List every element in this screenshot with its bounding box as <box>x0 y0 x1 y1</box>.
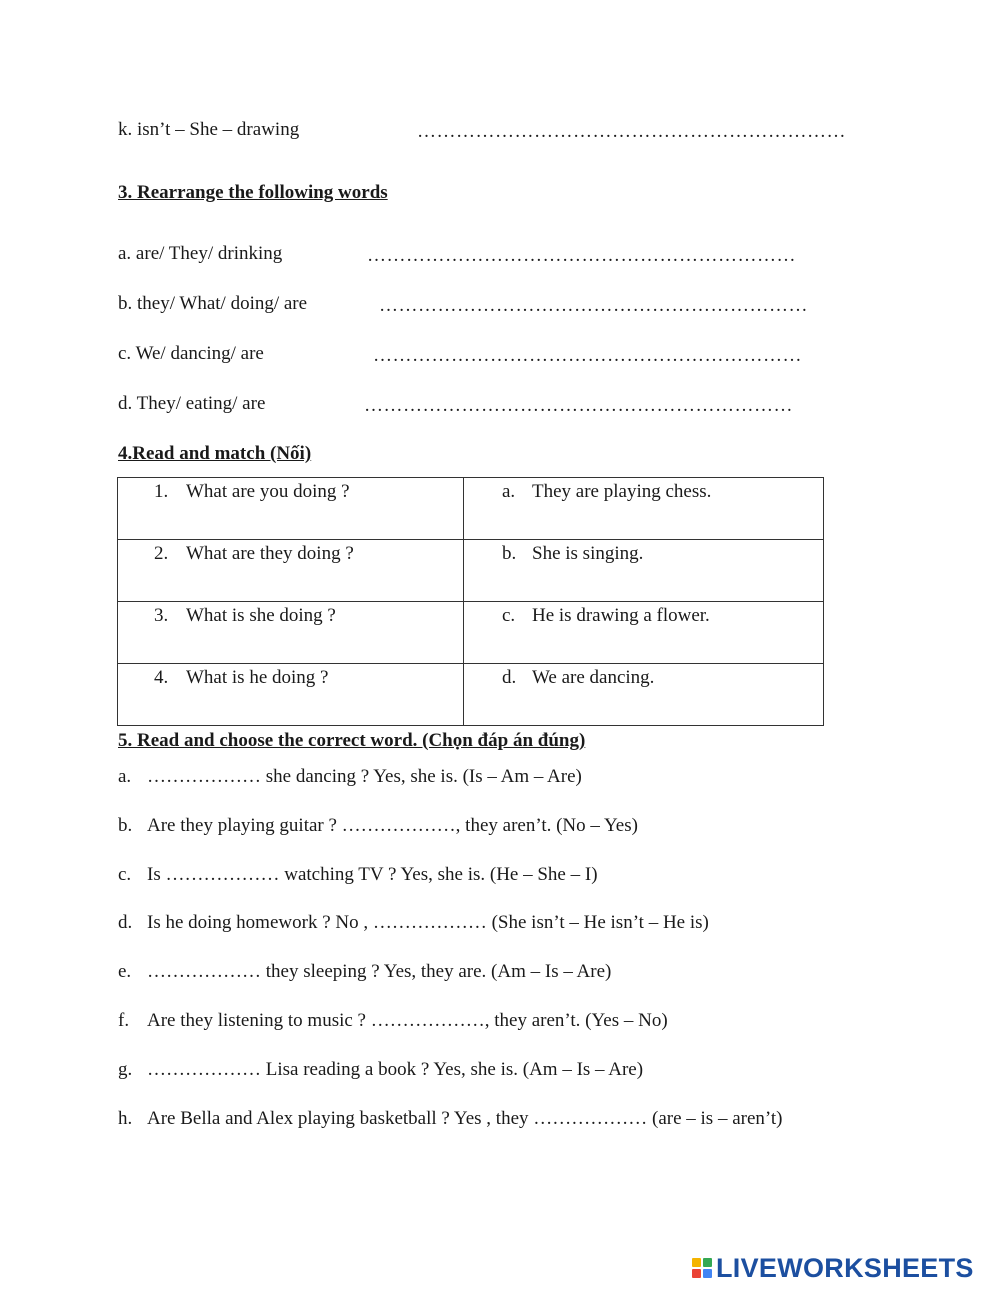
match-row <box>118 540 824 602</box>
item-text: Are they listening to music ? ………………, they aren’t. (Yes – No) <box>147 1010 668 1031</box>
answer-text: He is drawing a flower. <box>532 605 710 626</box>
logo-block <box>703 1269 712 1278</box>
choose-item-b[interactable] <box>118 814 638 838</box>
rearrange-a-blank[interactable]: ………………………………………………………… <box>367 245 796 266</box>
choose-item-f[interactable] <box>118 1009 668 1033</box>
item-label: h. <box>118 1108 133 1129</box>
choose-item-g[interactable] <box>118 1058 643 1082</box>
logo-text: LIVEWORKSHEETS <box>716 1252 974 1283</box>
section3-heading: 3. Rearrange the following words <box>118 182 388 203</box>
question-number: 2. <box>154 543 169 564</box>
item-text: ……………… Lisa reading a book ? Yes, she is. (Am – Is – Are) <box>147 1059 644 1080</box>
answer-letter: c. <box>502 605 516 626</box>
rearrange-c-blank[interactable]: ………………………………………………………… <box>373 345 802 366</box>
question-number: 3. <box>154 605 169 626</box>
liveworksheets-logo <box>692 1253 974 1283</box>
choose-item-d[interactable] <box>118 911 709 935</box>
question-text: What are you doing ? <box>186 481 350 502</box>
item-label: f. <box>118 1010 130 1031</box>
choose-item-a[interactable] <box>118 765 582 789</box>
logo-block <box>692 1258 701 1267</box>
question-cell[interactable] <box>118 540 464 602</box>
answer-text: We are dancing. <box>532 667 655 688</box>
section5-heading: 5. Read and choose the correct word. (Chọn đáp án đúng) <box>118 730 586 751</box>
rearrange-a-text: a. are/ They/ drinking <box>118 243 283 264</box>
answer-letter: b. <box>502 543 517 564</box>
rearrange-d-text: d. They/ eating/ are <box>118 393 266 414</box>
item-k-text: k. isn’t – She – drawing <box>118 119 300 140</box>
item-label: d. <box>118 912 133 933</box>
question-cell[interactable] <box>118 664 464 726</box>
choose-item-h[interactable] <box>118 1107 782 1131</box>
answer-letter: d. <box>502 667 517 688</box>
item-text: Is he doing homework ? No , ……………… (She isn’t – He isn’t – He is) <box>147 912 709 933</box>
answer-text: She is singing. <box>532 543 644 564</box>
question-text: What are they doing ? <box>186 543 354 564</box>
logo-block <box>692 1269 701 1278</box>
question-text: What is he doing ? <box>186 667 329 688</box>
match-row <box>118 478 824 540</box>
item-label: a. <box>118 766 132 787</box>
logo-blocks-icon <box>692 1258 712 1278</box>
match-table <box>117 477 824 726</box>
rearrange-c-text: c. We/ dancing/ are <box>118 343 264 364</box>
item-label: g. <box>118 1059 133 1080</box>
rearrange-d-blank[interactable]: ………………………………………………………… <box>364 395 793 416</box>
question-cell[interactable] <box>118 478 464 540</box>
question-text: What is she doing ? <box>186 605 336 626</box>
match-row <box>118 602 824 664</box>
item-text: Are they playing guitar ? ………………, they aren’t. (No – Yes) <box>147 815 638 836</box>
choose-item-c[interactable] <box>118 863 598 887</box>
question-cell[interactable] <box>118 602 464 664</box>
answer-cell[interactable] <box>464 540 824 602</box>
answer-cell[interactable] <box>464 602 824 664</box>
item-text: ……………… they sleeping ? Yes, they are. (Am – Is – Are) <box>147 961 612 982</box>
section4-heading: 4.Read and match (Nối) <box>118 443 312 464</box>
item-label: e. <box>118 961 132 982</box>
answer-cell[interactable] <box>464 478 824 540</box>
logo-block <box>703 1258 712 1267</box>
question-number: 1. <box>154 481 169 502</box>
answer-letter: a. <box>502 481 516 502</box>
item-text: ……………… she dancing ? Yes, she is. (Is – Am – Are) <box>147 766 582 787</box>
item-label: b. <box>118 815 133 836</box>
choose-item-e[interactable] <box>118 960 611 984</box>
item-label: c. <box>118 864 132 885</box>
question-number: 4. <box>154 667 169 688</box>
item-text: Are Bella and Alex playing basketball ? Yes , they ……………… (are – is – aren’t) <box>147 1108 783 1129</box>
match-row <box>118 664 824 726</box>
item-text: Is ……………… watching TV ? Yes, she is. (He – She – I) <box>147 864 598 885</box>
answer-text: They are playing chess. <box>532 481 712 502</box>
item-k-blank[interactable]: ………………………………………………………… <box>417 121 846 142</box>
rearrange-b-text: b. they/ What/ doing/ are <box>118 293 308 314</box>
rearrange-b-blank[interactable]: ………………………………………………………… <box>379 295 808 316</box>
answer-cell[interactable] <box>464 664 824 726</box>
